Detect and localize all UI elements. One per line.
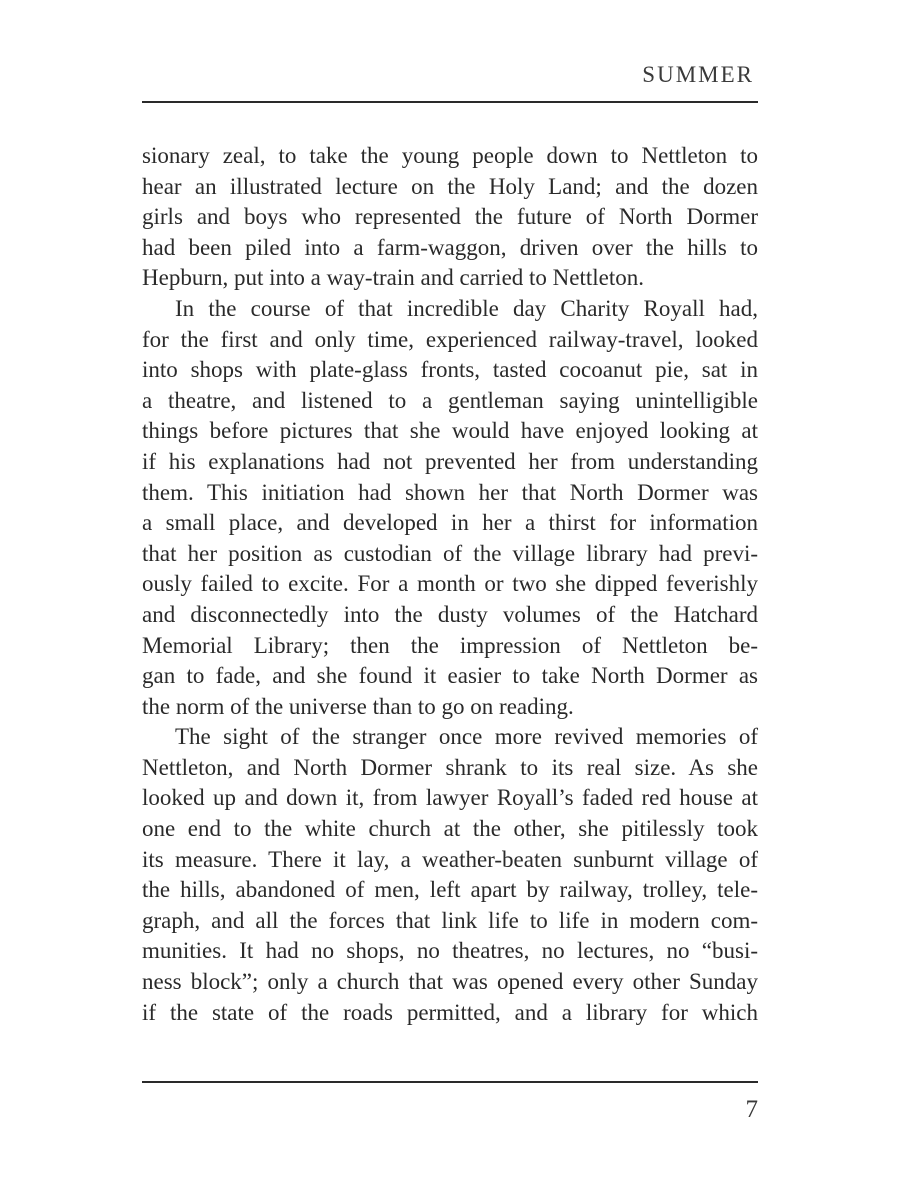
paragraph xyxy=(142,294,758,722)
text-line: gan to fade, and she found it easier to take North Dormer as xyxy=(142,663,758,689)
text-line: things before pictures that she would have enjoyed looking at xyxy=(142,418,758,444)
text-line: ness block”; only a church that was opened every other Sunday xyxy=(142,969,758,995)
header-rule xyxy=(142,101,758,103)
text-line: and disconnectedly into the dusty volumes of the Hatchard xyxy=(142,601,758,627)
text-line: looked up and down it, from lawyer Royall’s faded red house at xyxy=(142,785,758,811)
text-line: them. This initiation had shown her that North Dormer was xyxy=(142,479,758,505)
running-head-title: SUMMER xyxy=(642,62,754,87)
text-line: sionary zeal, to take the young people down to Nettleton to xyxy=(142,143,758,168)
text-line: girls and boys who represented the future of North Dormer xyxy=(142,204,758,230)
paragraph xyxy=(142,722,758,1028)
text-line: its measure. There it lay, a weather-beaten sunburnt village of xyxy=(142,846,758,872)
text-line: Memorial Library; then the impression of Nettleton be- xyxy=(142,632,758,658)
text-line: if his explanations had not prevented her from understanding xyxy=(142,448,758,474)
text-line: one end to the white church at the other, she pitilessly took xyxy=(142,816,758,842)
text-line: for the first and only time, experienced railway-travel, looked xyxy=(142,326,758,352)
footer-rule xyxy=(142,1081,758,1083)
text-line: Nettleton, and North Dormer shrank to its real size. As she xyxy=(142,754,758,780)
body-text xyxy=(142,141,758,1028)
text-line: The sight of the stranger once more revived memories of xyxy=(175,724,758,750)
text-line: a small place, and developed in her a thirst for information xyxy=(142,510,758,536)
text-line: a theatre, and listened to a gentleman saying unintelligible xyxy=(142,387,758,413)
text-line: the hills, abandoned of men, left apart by railway, trolley, tele- xyxy=(142,877,758,903)
page-number: 7 xyxy=(745,1096,758,1123)
text-line: In the course of that incredible day Charity Royall had, xyxy=(175,295,758,321)
text-line: the norm of the universe than to go on reading. xyxy=(142,693,574,719)
text-line: that her position as custodian of the village library had previ- xyxy=(142,540,758,566)
text-line: into shops with plate-glass fronts, tasted cocoanut pie, sat in xyxy=(142,357,758,383)
text-line: ously failed to excite. For a month or two she dipped feverishly xyxy=(142,571,758,597)
text-line: graph, and all the forces that link life to life in modern com- xyxy=(142,907,758,933)
text-line: Hepburn, put into a way-train and carried to Nettleton. xyxy=(142,265,645,291)
text-line: if the state of the roads permitted, and a library for which xyxy=(142,999,758,1025)
text-line: had been piled into a farm-waggon, driven over the hills to xyxy=(142,234,758,260)
text-line: munities. It had no shops, no theatres, no lectures, no “busi- xyxy=(142,938,758,964)
text-line: hear an illustrated lecture on the Holy Land; and the dozen xyxy=(142,173,758,199)
paragraph xyxy=(142,141,758,294)
